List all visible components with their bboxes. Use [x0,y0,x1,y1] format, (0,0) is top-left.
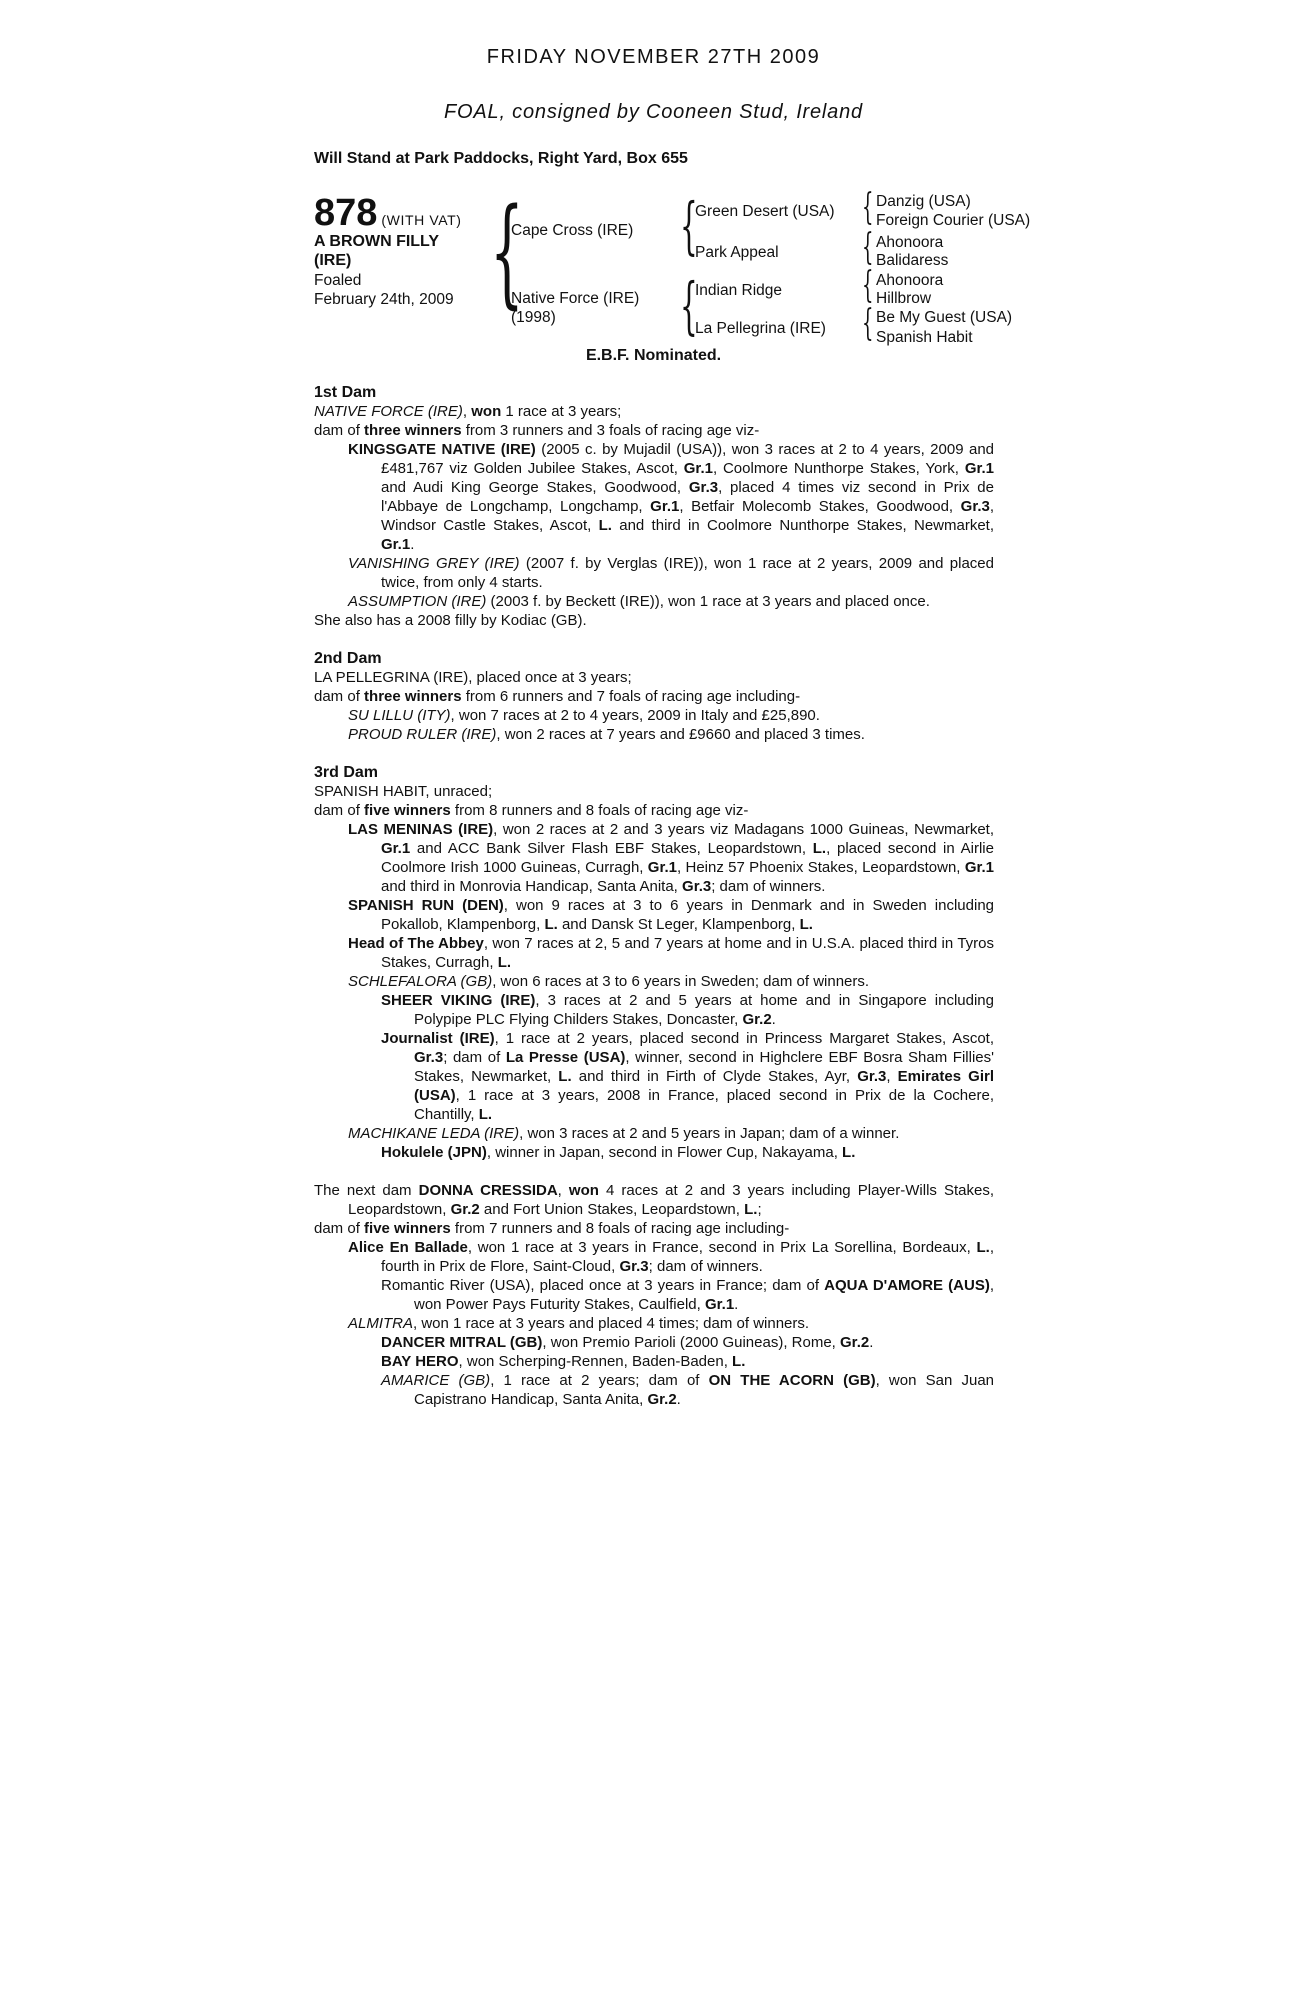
produce-record [314,383,994,1409]
progeny-entry: MACHIKANE LEDA (IRE), won 3 races at 2 and 5 years in Japan; dam of a winner. [348,1125,900,1142]
progeny-entry: SCHLEFALORA (GB), won 6 races at 3 to 6 years in Sweden; dam of winners. [348,973,870,990]
pedigree-sire-sire: Green Desert (USA) [695,203,835,220]
next-dam-section [314,1181,994,1409]
pedigree-sire-dam: Park Appeal [695,244,779,261]
additional-note: She also has a 2008 filly by Kodiac (GB). [314,612,587,629]
grand-progeny-entry: DANCER MITRAL (GB), won Premio Parioli (2000 Guineas), Rome, Gr.2. [381,1334,874,1351]
pedigree-brace: { [490,182,524,320]
vat-note: (WITH VAT) [381,212,462,228]
pedigree-brace: { [680,269,698,342]
progeny-entry: Alice En Ballade, won 1 race at 3 years in France, second in Prix La Sorellina, Bordeaux, L., fourth in Prix de Flore, Saint-Cloud, Gr.3; dam of winners. [348,1239,994,1275]
dam-summary: dam of three winners from 3 runners and 3 foals of racing age viz- [314,422,760,439]
pedigree-ancestor: Ahonoora [876,272,944,289]
foaled-date: February 24th, 2009 [314,291,454,308]
progeny-entry: SPANISH RUN (DEN), won 9 races at 3 to 6 years in Denmark and in Sweden including Pokallob, Klampenborg, L. and Dansk St Leger, Klampenborg, L. [348,897,995,933]
dam-line: NATIVE FORCE (IRE), won 1 race at 3 years; [314,403,622,420]
grand-progeny-entry: Hokulele (JPN), winner in Japan, second in Flower Cup, Nakayama, L. [381,1144,856,1161]
stand-location: Will Stand at Park Paddocks, Right Yard, Box 655 [314,150,688,167]
progeny-entry: Head of The Abbey, won 7 races at 2, 5 and 7 years at home and in U.S.A. placed third in Tyros Stakes, Curragh, L. [348,935,994,971]
pedigree-ancestor: Be My Guest (USA) [876,309,1013,326]
pedigree-ancestor: Foreign Courier (USA) [876,212,1031,229]
lot-number-block [314,192,462,235]
dam-summary: dam of three winners from 6 runners and 7 foals of racing age including- [314,688,801,705]
pedigree-dam [511,289,639,327]
sale-date: FRIDAY NOVEMBER 27TH 2009 [486,46,821,68]
pedigree-brace: { [862,303,874,344]
section-heading: 3rd Dam [314,764,379,781]
dam-line: The next dam DONNA CRESSIDA, won 4 races at 2 and 3 years including Player-Wills Stakes, Leopardstown, Gr.2 and Fort Union Stakes, Leopardstown, L.; [314,1182,994,1218]
pedigree-dam-sire: Indian Ridge [695,282,783,299]
pedigree-dam-year: (1998) [511,309,556,326]
grand-progeny-entry: Romantic River (USA), placed once at 3 years in France; dam of AQUA D'AMORE (AUS), won Power Pays Futurity Stakes, Caulfield, Gr.1. [381,1277,994,1313]
lot-description [314,232,484,270]
lot-description-line: (IRE) [314,252,352,269]
dam-line: LA PELLEGRINA (IRE), placed once at 3 years; [314,669,632,686]
pedigree-brace: { [862,227,874,268]
pedigree-sire: Cape Cross (IRE) [511,222,634,239]
pedigree-ancestor: Hillbrow [876,290,932,307]
dam-line: SPANISH HABIT, unraced; [314,783,493,800]
pedigree-ancestor: Danzig (USA) [876,193,971,210]
pedigree-dam-name: Native Force (IRE) [511,290,640,307]
dam-summary: dam of five winners from 7 runners and 8 foals of racing age including- [314,1220,790,1237]
first-dam-section [314,383,994,630]
dam-summary: dam of five winners from 8 runners and 8 foals of racing age viz- [314,802,749,819]
progeny-entry: VANISHING GREY (IRE) (2007 f. by Verglas (IRE)), won 1 race at 2 years, 2009 and placed twice, from only 4 starts. [348,555,994,591]
progeny-entry: ALMITRA, won 1 race at 3 years and placed 4 times; dam of winners. [348,1315,810,1332]
third-dam-section [314,763,994,1162]
progeny-entry: KINGSGATE NATIVE (IRE) (2005 c. by Mujadil (USA)), won 3 races at 2 to 4 years, 2009 and £481,767 viz Golden Jubilee Stakes, Ascot, Gr.1, Coolmore Nunthorpe Stakes, York, Gr.1 and Audi King George Stakes, Goodwood, Gr.3, placed 4 times viz second in Prix de l'Abbaye de Longchamp, Longchamp, Gr.1, Betfair Molecomb Stakes, Goodwood, Gr.3, Windsor Castle Stakes, Ascot, L. and third in Coolmore Nunthorpe Stakes, Newmarket, Gr.1. [348,441,995,553]
progeny-entry: PROUD RULER (IRE), won 2 races at 7 years and £9660 and placed 3 times. [348,726,865,743]
grand-progeny-entry: AMARICE (GB), 1 race at 2 years; dam of ON THE ACORN (GB), won San Juan Capistrano Handicap, Santa Anita, Gr.2. [381,1372,995,1408]
grand-progeny-entry: SHEER VIKING (IRE), 3 races at 2 and 5 years at home and in Singapore including Polypipe PLC Flying Childers Stakes, Doncaster, Gr.2. [381,992,994,1028]
pedigree-ancestor: Ahonoora [876,234,944,251]
pedigree-ancestor: Spanish Habit [876,329,973,346]
pedigree-brace: { [862,265,874,306]
pedigree-brace: { [862,187,874,228]
progeny-entry: SU LILLU (ITY), won 7 races at 2 to 4 years, 2009 in Italy and £25,890. [348,707,820,724]
pedigree-brace: { [680,189,698,262]
pedigree-dam-dam: La Pellegrina (IRE) [695,320,826,337]
section-heading: 2nd Dam [314,650,382,667]
lot-number: 878 [314,192,378,234]
consignor-line: FOAL, consigned by Cooneen Stud, Ireland [444,101,863,123]
section-heading: 1st Dam [314,384,377,401]
progeny-entry: ASSUMPTION (IRE) (2003 f. by Beckett (IRE)), won 1 race at 3 years and placed once. [348,593,930,610]
grand-progeny-entry: BAY HERO, won Scherping-Rennen, Baden-Baden, L. [381,1353,746,1370]
progeny-entry: LAS MENINAS (IRE), won 2 races at 2 and 3 years viz Madagans 1000 Guineas, Newmarket, Gr.1 and ACC Bank Silver Flash EBF Stakes, Leopardstown, L., placed second in Airlie Coolmore Irish 1000 Guineas, Curragh, Gr.1, Heinz 57 Phoenix Stakes, Leopardstown, Gr.1 and third in Monrovia Handicap, Santa Anita, Gr.3; dam of winners. [348,821,994,895]
grand-progeny-entry: Journalist (IRE), 1 race at 2 years, placed second in Princess Margaret Stakes, Ascot, Gr.3; dam of La Presse (USA), winner, second in Highclere EBF Bosra Sham Fillies' Stakes, Newmarket, L. and third in Firth of Clyde Stakes, Ayr, Gr.3, Emirates Girl (USA), 1 race at 3 years, 2008 in France, placed second in Prix de la Cochere, Chantilly, L. [381,1030,994,1123]
second-dam-section [314,649,994,744]
foaled-block [314,271,454,309]
pedigree-ancestor: Balidaress [876,252,949,269]
foaled-label: Foaled [314,272,362,289]
lot-description-line: A BROWN FILLY [314,233,440,250]
ebf-nomination: E.B.F. Nominated. [585,347,722,364]
